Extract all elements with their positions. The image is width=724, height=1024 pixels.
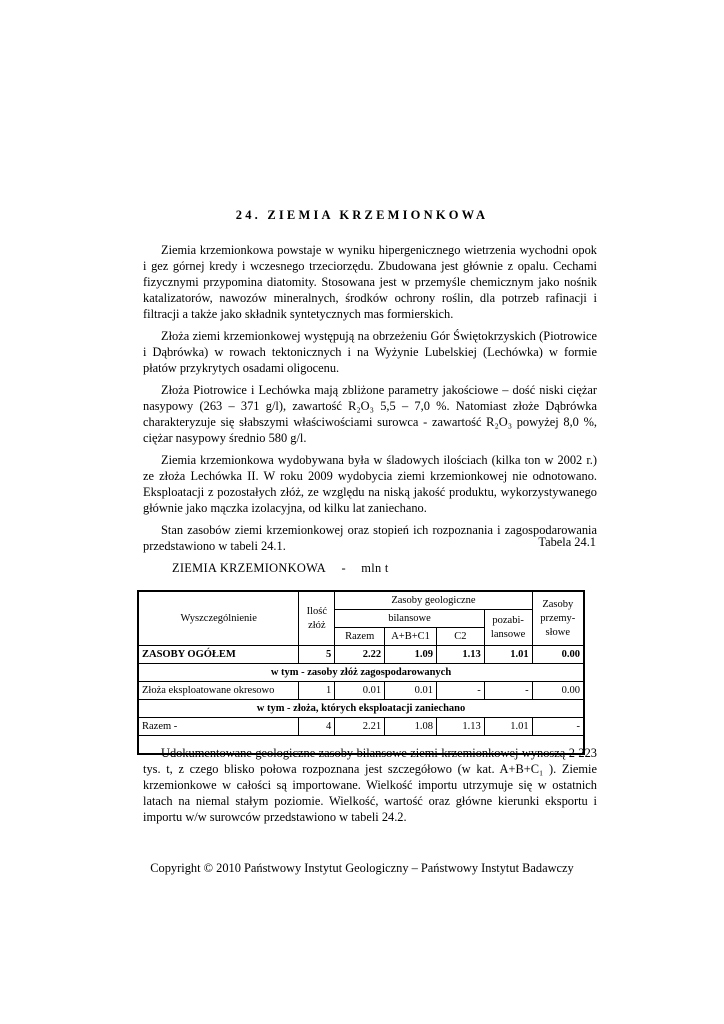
table-row [138,682,584,700]
total-abc1: 1.09 [385,646,437,664]
header-razem: Razem [335,628,385,646]
row2-label: Razem - [138,718,299,736]
section-row-2 [138,700,584,718]
total-razem: 2.22 [335,646,385,664]
row2-c2: 1.13 [437,718,485,736]
row2-count: 4 [299,718,335,736]
header-pozabil-line1: pozabi- [492,614,524,626]
total-count: 5 [299,646,335,664]
table-title [172,561,389,576]
table-title-name: ZIEMIA KRZEMIONKOWA [172,561,327,575]
paragraph-6: Udokumentowane geologiczne zasoby bilansowe ziemi krzemionkowej wynoszą 2 223 tys. t, z czego blisko połowa rozpoznana jest szczegółowo (w kat. A+B+C₁ ). Ziemie krzemionkowe w całości są importowane. Wielkość importu utrzymuje się w ostatnich latach na niemal stałym poziomie. Wielkość, wartość oraz główne kierunki eksportu i importu w/w surowców przedstawiono w tabeli 24.2. [143,746,597,824]
header-przem-line2: przemy- [540,612,576,624]
total-row [138,646,584,664]
header-wyszczegolnienie: Wyszczególnienie [138,591,299,646]
header-bilansowe: bilansowe [335,610,484,628]
section-title: 24. ZIEMIA KRZEMIONKOWA [235,208,489,222]
table-title-separator: - [341,561,346,575]
header-pozabilansowe [484,610,532,646]
total-pozabil: 1.01 [484,646,532,664]
header-row-1 [138,591,584,610]
paragraph-4: Ziemia krzemionkowa wydobywana była w śladowych ilościach (kilka ton w 2002 r.) ze złoża Lechówka II. W roku 2009 wydobycia ziemi krzemionkowej nie odnotowano. Eksploatacji z pozostałych złóż, ze względu na niską jakość produktu, wykorzystywanego głównie jako mączka izolacyjna, od kilku lat zaniechano. [143,453,597,515]
header-pozabil-line2: lansowe [490,628,526,640]
section-zaniechano: w tym - złoża, których eksploatacji zaniechano [138,700,584,718]
section-zagospodarowanych: w tym - zasoby złóż zagospodarowanych [138,664,584,682]
bottom-text [143,745,597,825]
resources-table [137,590,585,755]
row2-przem: - [532,718,584,736]
copyright-footer: Copyright © 2010 Państwowy Instytut Geologiczny – Państwowy Instytut Badawczy [150,861,574,875]
row1-count: 1 [299,682,335,700]
row1-abc1: 0.01 [385,682,437,700]
row1-label: Złoża eksploatowane okresowo [138,682,299,700]
header-zasoby-przemyslowe [532,591,584,646]
header-ilosc-zloz [299,591,335,646]
header-przem-line3: słowe [545,626,571,638]
row2-abc1: 1.08 [385,718,437,736]
total-label: ZASOBY OGÓŁEM [138,646,299,664]
table-row [138,718,584,736]
header-abc1: A+B+C1 [385,628,437,646]
row1-c2: - [437,682,485,700]
row1-przem: 0.00 [532,682,584,700]
total-c2: 1.13 [437,646,485,664]
header-ilosc-line1: Ilość [306,605,328,617]
paragraph-1: Ziemia krzemionkowa powstaje w wyniku hipergenicznego wietrzenia wychodni opok i gez górnej kredy i wczesnego trzeciorzędu. Zbudowana jest głównie z opalu. Cechami fizycznymi przypomina diatomity. Stosowana jest w przemyśle chemicznym jako nośnik katalizatorów, nawozów mineralnych, środków ochrony roślin, dla potrzeb rafinacji i filtracji a także jako składnik syntetycznych mas formierskich. [143,243,597,321]
header-c2: C2 [437,628,485,646]
paragraph-2: Złoża ziemi krzemionkowej występują na obrzeżeniu Gór Świętokrzyskich (Piotrowice i Dąbrówka) w rowach tektonicznych i na Wyżynie Lubelskiej (Lechówka) w formie płatów przykrytych osadami oligocenu. [143,329,597,375]
table-title-unit: mln t [361,561,389,575]
total-przem: 0.00 [532,646,584,664]
header-ilosc-line2: złóż [308,619,326,631]
paragraph-3: Złoża Piotrowice i Lechówka mają zbliżone parametry jakościowe – dość niski ciężar nasypowy (263 – 371 g/l), zawartość R₂O₃ 5,5 – 7,0 %. Natomiast złoże Dąbrówka charakteryzuje się słabszymi właściwościami surowca - zawartość R₂O₃ powyżej 8,0 %, ciężar nasypowy średnio 580 g/l. [143,383,597,445]
table-caption: Tabela 24.1 [538,535,596,549]
row1-pozabil: - [484,682,532,700]
body-text [143,242,597,560]
header-przem-line1: Zasoby [542,598,574,610]
paragraph-5: Stan zasobów ziemi krzemionkowej oraz stopień ich rozpoznania i zagospodarowania przedstawiono w tabeli 24.1. [143,523,597,553]
row2-razem: 2.21 [335,718,385,736]
section-row-1 [138,664,584,682]
header-zasoby-geologiczne: Zasoby geologiczne [335,591,532,610]
row1-razem: 0.01 [335,682,385,700]
row2-pozabil: 1.01 [484,718,532,736]
